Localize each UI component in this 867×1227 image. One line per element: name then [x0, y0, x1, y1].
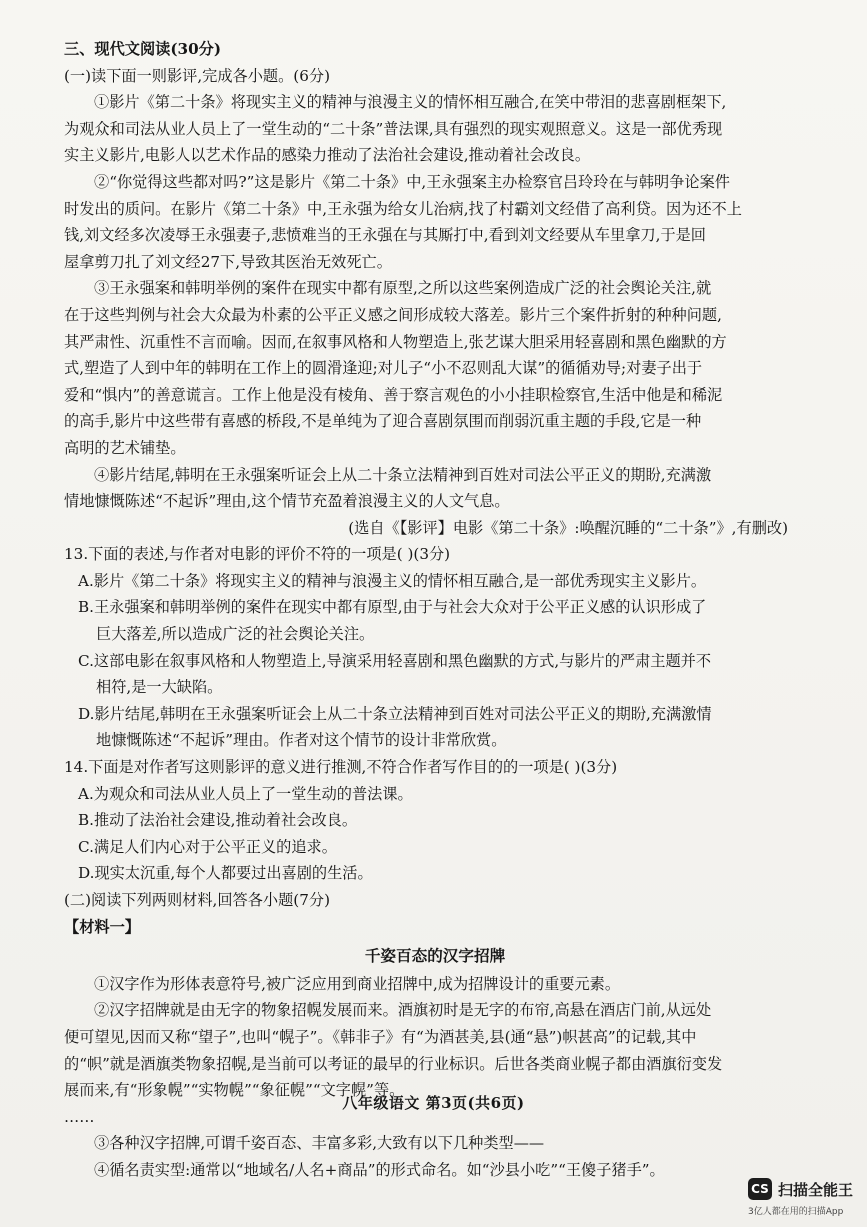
page-content	[64, 36, 806, 1184]
option-d: D.影片结尾,韩明在王永强案听证会上从二十条立法精神到百姓对司法公平正义的期盼,充满激情	[78, 704, 712, 723]
material-paragraph-3: ③各种汉字招牌,可谓千姿百态、丰富多彩,大致有以下几种类型——	[94, 1134, 545, 1153]
option-b: B.王永强案和韩明举例的案件在现实中都有原型,由于与社会大众对于公平正义感的认识形成了	[78, 598, 707, 617]
ellipsis: ……	[64, 1107, 95, 1126]
review-paragraph-2	[64, 169, 806, 275]
text-line: ②“你觉得这些都对吗?”这是影片《第二十条》中,王永强案主办检察官吕玲玲在与韩明争论案件	[94, 172, 730, 191]
review-paragraph-4	[64, 462, 806, 515]
text-line: 情地慷慨陈述“不起诉”理由,这个情节充盈着浪漫主义的人文气息。	[64, 492, 510, 511]
watermark-name: 扫描全能王	[778, 1180, 854, 1199]
text-line: 在于这些判例与社会大众最为朴素的公平正义感之间形成较大落差。影片三个案件折射的种种问题,	[64, 305, 722, 324]
text-line: 为观众和司法从业人员上了一堂生动的“二十条”普法课,具有强烈的现实观照意义。这是一部优秀现	[64, 119, 723, 138]
text-line: 的高手,影片中这些带有喜感的桥段,不是单纯为了迎合喜剧氛围而削弱沉重主题的手段,它是一种	[64, 412, 702, 431]
text-line: 实主义影片,电影人以艺术作品的感染力推动了法治社会建设,推动着社会改良。	[64, 146, 591, 165]
material-paragraph-1: ①汉字作为形体表意符号,被广泛应用到商业招牌中,成为招牌设计的重要元素。	[94, 974, 621, 993]
part2-intro: (二)阅读下列两则材料,回答各小题(7分)	[64, 891, 331, 909]
option-c: C.这部电影在叙事风格和人物塑造上,导演采用轻喜剧和黑色幽默的方式,与影片的严肃主题并不	[78, 651, 712, 670]
scanner-watermark	[748, 1177, 853, 1201]
material-title: 千姿百态的汉字招牌	[364, 946, 506, 966]
part1-intro: (一)读下面一则影评,完成各小题。(6分)	[64, 66, 331, 85]
text-line: 展而来,有“形象幌”“实物幌”“象征幌”“文字幌”等。	[64, 1081, 405, 1100]
text-line: 其严肃性、沉重性不言而喻。因而,在叙事风格和人物塑造上,张艺谋大胆采用轻喜剧和黑色幽默的方	[64, 332, 727, 351]
review-paragraph-1	[64, 89, 806, 169]
question-stem: 14.下面是对作者写这则影评的意义进行推测,不符合作者写作目的的一项是( )(3分)	[64, 758, 618, 777]
watermark-subtitle: 3亿人都在用的扫描App	[748, 1207, 844, 1217]
camscanner-logo-icon: CS	[748, 1178, 772, 1200]
option-b-cont: 巨大落差,所以造成广泛的社会舆论关注。	[96, 625, 375, 644]
text-line: 的“帜”就是酒旗类物象招幌,是当前可以考证的最早的行业标识。后世各类商业幌子都由酒旗衍变发	[64, 1054, 723, 1073]
question-stem: 13.下面的表述,与作者对电影的评价不符的一项是( )(3分)	[64, 545, 451, 564]
material-paragraph-4: ④循名责实型:通常以“地域名/人名+商品”的形式命名。如“沙县小吃”“王傻子猪手”。	[94, 1160, 665, 1179]
text-line: ①影片《第二十条》将现实主义的精神与浪漫主义的情怀相互融合,在笑中带泪的悲喜剧框架下,	[94, 93, 727, 112]
text-line: 式,塑造了人到中年的韩明在工作上的圆滑逢迎;对儿子“小不忍则乱大谋”的循循劝导;对妻子出于	[64, 359, 703, 378]
option-d-cont: 地慷慨陈述“不起诉”理由。作者对这个情节的设计非常欣赏。	[96, 731, 507, 750]
question-14	[64, 754, 806, 887]
text-line: 高明的艺术铺垫。	[64, 438, 186, 457]
text-line: ④影片结尾,韩明在王永强案听证会上从二十条立法精神到百姓对司法公平正义的期盼,充满激	[94, 465, 712, 484]
text-line: ②汉字招牌就是由无字的物象招幌发展而来。酒旗初时是无字的布帘,高悬在酒店门前,从远处	[94, 1001, 712, 1020]
page-footer: 八年级语文 第3页(共6页)	[342, 1094, 525, 1112]
material-paragraph-2	[64, 997, 806, 1103]
option-d: D.现实太沉重,每个人都要过出喜剧的生活。	[78, 864, 373, 883]
option-c: C.满足人们内心对于公平正义的追求。	[78, 837, 337, 856]
text-line: 爱和“惧内”的善意谎言。工作上他是没有棱角、善于察言观色的小小挂职检察官,生活中他是和稀泥	[64, 385, 723, 404]
text-line: ③王永强案和韩明举例的案件在现实中都有原型,之所以这些案例造成广泛的社会舆论关注,就	[94, 279, 712, 298]
text-line: 便可望见,因而又称“望子”,也叫“幌子”。《韩非子》有“为酒甚美,县(通“悬”)帜甚高”的记载,其中	[64, 1027, 697, 1046]
review-paragraph-3	[64, 275, 806, 461]
review-source: (选自《【影评】电影《第二十条》:唤醒沉睡的“二十条”》,有删改)	[348, 518, 788, 537]
material-label: 【材料一】	[64, 917, 140, 936]
option-c-cont: 相符,是一大缺陷。	[96, 678, 223, 697]
text-line: 钱,刘文经多次凌辱王永强妻子,悲愤难当的王永强在与其厮打中,看到刘文经要从车里拿刀,于是回	[64, 226, 706, 245]
option-a: A.为观众和司法从业人员上了一堂生动的普法课。	[78, 784, 413, 803]
section-heading: 三、现代文阅读(30分)	[64, 40, 222, 58]
question-13	[64, 541, 806, 754]
option-b: B.推动了法治社会建设,推动着社会改良。	[78, 811, 358, 830]
text-line: 时发出的质问。在影片《第二十条》中,王永强为给女儿治病,找了村霸刘文经借了高利贷。因为还不上	[64, 199, 742, 218]
text-line: 屋拿剪刀扎了刘文经27下,导致其医治无效死亡。	[64, 252, 392, 271]
option-a: A.影片《第二十条》将现实主义的精神与浪漫主义的情怀相互融合,是一部优秀现实主义影片。	[78, 571, 707, 590]
